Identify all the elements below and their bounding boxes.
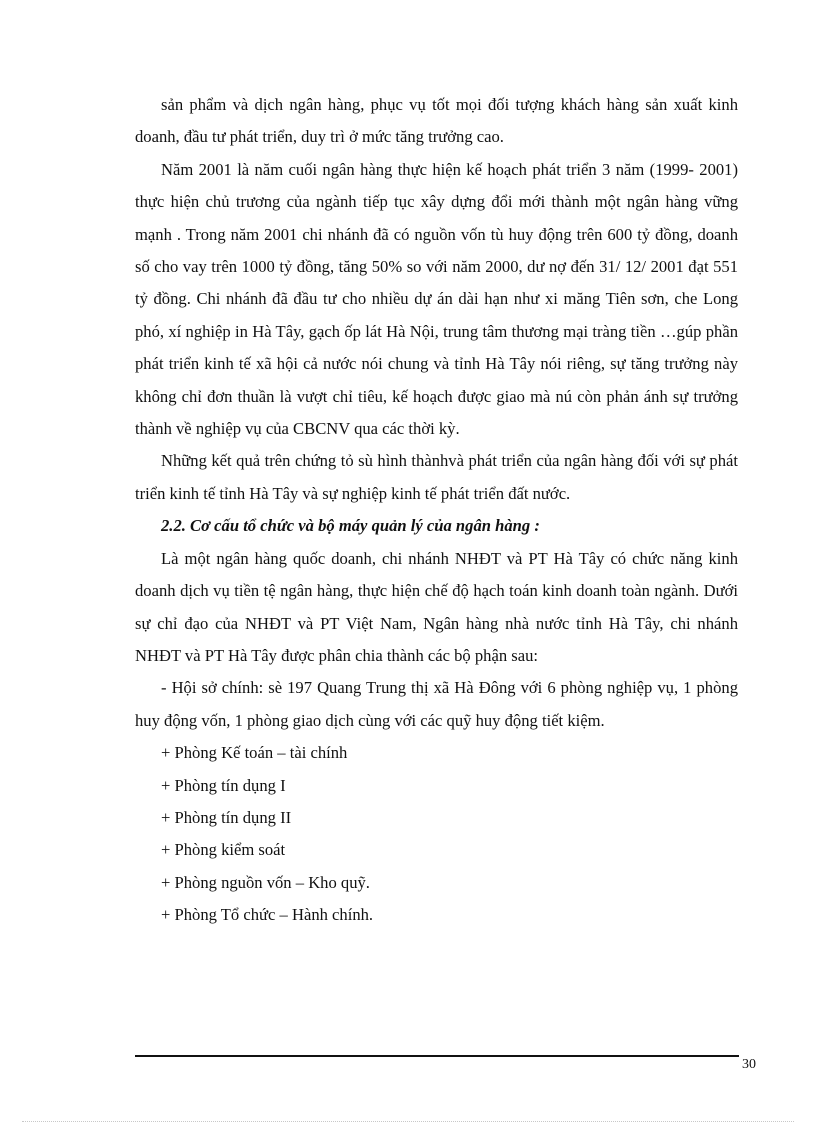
department-item: + Phòng Tổ chức – Hành chính. [161,905,374,925]
paragraph: Năm 2001 là năm cuối ngân hàng thực hiện kế hoạch phát triển 3 năm (1999- 2001) thực hiện chủ trương của ngành tiếp tục xây dựng đổi mới thành một ngân hàng vững mạnh . Trong năm 2001 chi nhánh đã có nguồn vốn tù huy động trên 600 tỷ đồng, doanh số cho vay trên 1000 tỷ đồng, tăng 50% so với năm 2000, dư nợ đến 31/ 12/ 2001 đạt 551 tỷ đồng. Chi nhánh đã đầu tư cho nhiều dự án dài hạn như xi măng Tiên sơn, che Long phó, xí nghiệp in Hà Tây, gạch ốp lát Hà Nội, trung tâm thương mại tràng tiền …gúp phần phát triển kinh tế xã hội cả nước nói chung và tỉnh Hà Tây nói riêng, sự tăng trưởng này không chỉ đơn thuần là vượt chỉ tiêu, kế hoạch được giao mà nú còn phản ánh sự trưởng thành về nghiệp vụ của CBCNV qua các thời kỳ. [135,159,738,439]
document-body [135,89,738,932]
section-heading: 2.2. Cơ cấu tổ chức và bộ máy quản lý của ngân hàng : [161,516,540,536]
department-item: + Phòng Kế toán – tài chính [161,743,348,763]
page-number: 30 [742,1057,756,1072]
department-item: + Phòng tín dụng II [161,807,292,827]
footer-divider [135,1055,739,1057]
paragraph: sản phẩm và dịch ngân hàng, phục vụ tốt mọi đối tượng khách hàng sản xuất kinh doanh, đầu tư phát triển, duy trì ở mức tăng trưởng cao. [135,95,738,147]
paragraph: Là một ngân hàng quốc doanh, chi nhánh NHĐT và PT Hà Tây có chức năng kinh doanh dịch vụ tiền tệ ngân hàng, thực hiện chế độ hạch toán kinh doanh toàn ngành. Dưới sự chỉ đạo của NHĐT và PT Việt Nam, Ngân hàng nhà nước tỉnh Hà Tây, chi nhánh NHĐT và PT Hà Tây được phân chia thành các bộ phận sau: [135,548,738,665]
department-item: + Phòng kiểm soát [161,840,286,860]
paragraph: Những kết quả trên chứng tỏ sù hình thànhvà phát triển của ngân hàng đối với sự phát triển kinh tế tỉnh Hà Tây và sự nghiệp kinh tế phát triển đất nước. [135,451,738,503]
department-item: + Phòng tín dụng I [161,775,286,795]
paragraph: - Hội sở chính: sè 197 Quang Trung thị xã Hà Đông với 6 phòng nghiệp vụ, 1 phòng huy động vốn, 1 phòng giao dịch cùng với các quỹ huy động tiết kiệm. [135,678,738,730]
department-item: + Phòng nguồn vốn – Kho quỹ. [161,872,370,892]
page-edge-divider [22,1121,794,1122]
